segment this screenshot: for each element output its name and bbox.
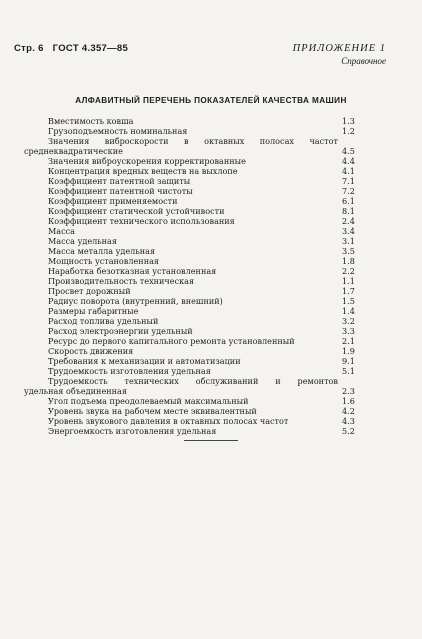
- indicator-name: Расход топлива удельный: [48, 316, 159, 326]
- list-item: [24, 126, 368, 136]
- indicator-name: Грузоподъемность номинальная: [48, 126, 188, 136]
- indicator-name: Коэффициент статической устойчивости: [48, 206, 225, 216]
- clause-number: 2.2: [342, 266, 355, 276]
- clause-number: 7.2: [342, 186, 355, 196]
- clause-number: 7.1: [342, 176, 355, 186]
- clause-number: 1.5: [342, 296, 355, 306]
- list-item: [24, 236, 368, 246]
- indicator-name: Трудоемкость изготовления удельная: [48, 366, 211, 376]
- indicator-name: Концентрация вредных веществ на выхлопе: [48, 166, 238, 176]
- clause-number: 1.6: [342, 396, 355, 406]
- clause-number: 2.1: [342, 336, 355, 346]
- list-title: АЛФАВИТНЫЙ ПЕРЕЧЕНЬ ПОКАЗАТЕЛЕЙ КАЧЕСТВА МАШИН: [75, 96, 347, 105]
- list-item: [24, 226, 368, 236]
- indicator-name: Расход электроэнергии удельный: [48, 326, 193, 336]
- clause-number: 1.8: [342, 256, 355, 266]
- list-item: [24, 256, 368, 266]
- indicator-name: Масса удельная: [48, 236, 117, 246]
- indicator-name: Значения виброскорости в октавных полосах частот: [48, 136, 338, 146]
- list-item: [24, 336, 368, 346]
- indicator-name: Производительность техническая: [48, 276, 195, 286]
- page-label: Стр. 6: [14, 43, 44, 54]
- clause-number: 9.1: [342, 356, 355, 366]
- list-item: [24, 426, 368, 436]
- list-item: [24, 206, 368, 216]
- clause-number: 1.2: [342, 126, 355, 136]
- standard-number: ГОСТ 4.357—85: [52, 43, 129, 54]
- list-item: [24, 266, 368, 276]
- list-item: [24, 416, 368, 426]
- list-item: [24, 216, 368, 226]
- indicator-name: Уровень звука на рабочем месте эквивалентный: [48, 406, 257, 416]
- clause-number: 3.4: [342, 226, 355, 236]
- clause-number: 2.3: [342, 386, 355, 396]
- list-item: [24, 396, 368, 406]
- list-item: [24, 296, 368, 306]
- indicator-name: Требования к механизации и автоматизации: [48, 356, 241, 366]
- list-item: [24, 286, 368, 296]
- indicator-name: Коэффициент патентной защиты: [48, 176, 191, 186]
- indicator-name: Ресурс до первого капитального ремонта установленный: [48, 336, 295, 346]
- list-item: [24, 366, 368, 376]
- list-item: [24, 356, 368, 366]
- indicator-name: Радиус поворота (внутренний, внешний): [48, 296, 223, 306]
- indicator-name: Скорость движения: [48, 346, 134, 356]
- list-item: [24, 376, 368, 386]
- clause-number: 1.9: [342, 346, 355, 356]
- indicator-name: Уровень звукового давления в октавных полосах частот: [48, 416, 289, 426]
- list-item: [24, 166, 368, 176]
- clause-number: 4.2: [342, 406, 355, 416]
- indicator-name: Коэффициент патентной чистоты: [48, 186, 193, 196]
- clause-number: 8.1: [342, 206, 355, 216]
- appendix-subtitle: Справочное: [341, 56, 386, 66]
- clause-number: 1.3: [342, 116, 355, 126]
- indicator-name: Размеры габаритные: [48, 306, 139, 316]
- index-list: [24, 116, 368, 436]
- clause-number: 2.4: [342, 216, 355, 226]
- indicator-name: Значения виброускорения корректированные: [48, 156, 246, 166]
- clause-number: 6.1: [342, 196, 355, 206]
- list-item-continuation: [24, 386, 368, 396]
- list-item: [24, 186, 368, 196]
- indicator-name: Просвет дорожный: [48, 286, 131, 296]
- indicator-name: Энергоемкость изготовления удельная: [48, 426, 217, 436]
- indicator-name: Мощность установленная: [48, 256, 160, 266]
- clause-number: 4.5: [342, 146, 355, 156]
- clause-number: 1.7: [342, 286, 355, 296]
- list-item: [24, 276, 368, 286]
- indicator-name: Угол подъема преодолеваемый максимальный: [48, 396, 249, 406]
- indicator-name-continued: удельная объединенная: [24, 386, 127, 396]
- indicator-name: Вместимость ковша: [48, 116, 134, 126]
- list-item: [24, 156, 368, 166]
- clause-number: 3.3: [342, 326, 355, 336]
- list-item: [24, 406, 368, 416]
- list-item: [24, 196, 368, 206]
- list-item: [24, 326, 368, 336]
- list-item: [24, 176, 368, 186]
- list-item: [24, 346, 368, 356]
- clause-number: 4.4: [342, 156, 355, 166]
- clause-number: 1.4: [342, 306, 355, 316]
- end-divider: [184, 440, 238, 441]
- appendix-title: ПРИЛОЖЕНИЕ 1: [292, 43, 386, 54]
- indicator-name: Масса металла удельная: [48, 246, 156, 256]
- list-item: [24, 306, 368, 316]
- clause-number: 4.1: [342, 166, 355, 176]
- clause-number: 4.3: [342, 416, 355, 426]
- page-header: [14, 43, 134, 54]
- list-item: [24, 316, 368, 326]
- clause-number: 3.2: [342, 316, 355, 326]
- indicator-name-continued: среднеквадратические: [24, 146, 123, 156]
- indicator-name: Трудоемкость технических обслуживаний и ремонтов: [48, 376, 338, 386]
- list-item: [24, 136, 368, 146]
- clause-number: 5.1: [342, 366, 355, 376]
- indicator-name: Масса: [48, 226, 76, 236]
- clause-number: 5.2: [342, 426, 355, 436]
- list-item: [24, 246, 368, 256]
- clause-number: 3.5: [342, 246, 355, 256]
- clause-number: 1.1: [342, 276, 355, 286]
- appendix-heading: [293, 43, 386, 66]
- indicator-name: Коэффициент применяемости: [48, 196, 178, 206]
- list-item-continuation: [24, 146, 368, 156]
- indicator-name: Коэффициент технического использования: [48, 216, 235, 226]
- indicator-name: Наработка безотказная установленная: [48, 266, 217, 276]
- clause-number: 3.1: [342, 236, 355, 246]
- list-item: [24, 116, 368, 126]
